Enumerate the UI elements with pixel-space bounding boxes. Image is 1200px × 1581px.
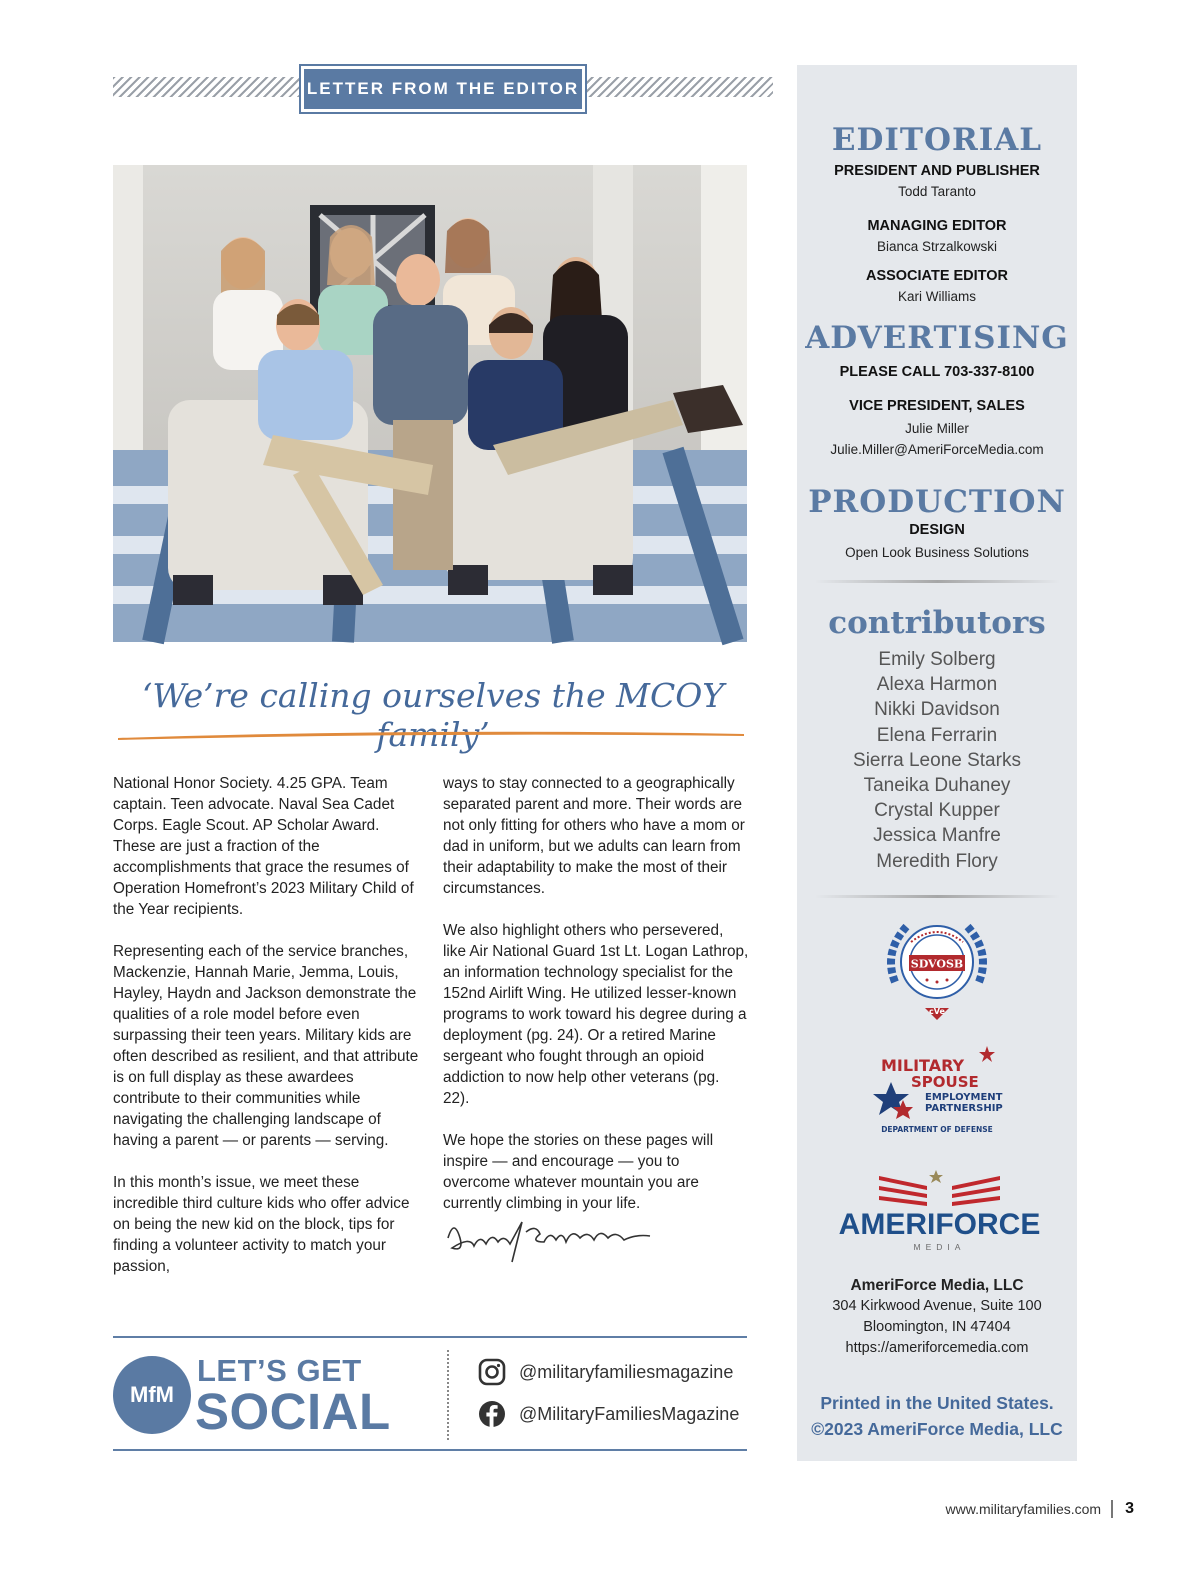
- contributor-name: Alexa Harmon: [876, 674, 998, 696]
- body-paragraph: Representing each of the service branches, Mackenzie, Hannah Marie, Jemma, Louis, Hayley, Haydn and Jackson demonstrate the qualities of a role model before even surpassing their teen years. Military kids are often described as resilient, and that attribute is on full display as these awardees contribute to their communities while navigating the challenging landscape of having a parent — or parents — serving.: [113, 943, 419, 1149]
- msep-partnership: PARTNERSHIP: [925, 1103, 1003, 1114]
- body-paragraph: In this month’s issue, we meet these incredible third culture kids who offer advice on being the new kid on the block, tips for finding a volunteer activity to match your passion,: [113, 1174, 410, 1275]
- contributors-heading: contributors: [828, 605, 1046, 641]
- advertising-heading: ADVERTISING: [805, 320, 1069, 356]
- president-role: PRESIDENT AND PUBLISHER: [834, 163, 1040, 179]
- editor-signature: [440, 1208, 670, 1268]
- body-paragraph: ways to stay connected to a geographically separated parent and more. Their words are not only fitting for others who have a mom or dad in uniform, but we adults can learn from their adaptability to make the most of their circumstances.: [443, 775, 745, 897]
- president-name: Todd Taranto: [898, 184, 976, 199]
- body-paragraph: National Honor Society. 4.25 GPA. Team captain. Teen advocate. Naval Sea Cadet Corps. Eagle Scout. AP Scholar Award. These are just a fraction of the accomplishments that grace the resumes of Operation Homefront’s 2023 Military Child of the Year recipients.: [113, 775, 414, 918]
- instagram-icon: [478, 1358, 506, 1386]
- social-heading-line1: LET’S GET: [197, 1353, 362, 1388]
- sdvosb-text: SDVOSB: [910, 957, 964, 971]
- contributors-list: [797, 647, 1077, 874]
- page-footer: [946, 1500, 1134, 1518]
- group-photo: [113, 165, 747, 642]
- ameriforce-media: MEDIA: [913, 1242, 966, 1252]
- msep-military: MILITARY: [881, 1056, 965, 1075]
- contributor-name: Emily Solberg: [878, 649, 996, 670]
- social-divider: [447, 1350, 449, 1440]
- vp-sales-role: VICE PRESIDENT, SALES: [849, 398, 1025, 414]
- editorial-heading: EDITORIAL: [831, 122, 1043, 158]
- footer-separator: [1111, 1500, 1113, 1518]
- headline-underline: [118, 730, 744, 740]
- contributor-name: Nikki Davidson: [874, 699, 1000, 721]
- body-paragraph: We also highlight others who persevered, like Air National Guard 1st Lt. Logan Lathrop, an information technology specialist for the 152nd Airlift Wing. He utilized lesser-known programs to work toward his degree during a deployment (pg. 24). Or a retired Marine sergeant who fought through an opioid addiction to now help other veterans (pg. 22).: [443, 922, 749, 1107]
- contributor-name: Jessica Manfre: [873, 825, 1001, 847]
- header-hatch-left: [113, 77, 303, 97]
- printed-notice: [797, 1390, 1077, 1442]
- company-website[interactable]: https://ameriforcemedia.com: [845, 1340, 1029, 1356]
- instagram-handle[interactable]: [478, 1358, 733, 1386]
- sdvosb-seal-logo: [877, 912, 997, 1022]
- associate-editor-role: ASSOCIATE EDITOR: [865, 268, 1009, 284]
- body-column-2: [443, 773, 749, 1235]
- vp-sales-email[interactable]: Julie.Miller@AmeriForceMedia.com: [830, 442, 1044, 457]
- contributor-name: Meredith Flory: [876, 850, 998, 872]
- footer-url[interactable]: www.militaryfamilies.com: [945, 1501, 1102, 1517]
- ameriforce-logo: [838, 1166, 1041, 1258]
- company-address-2: Bloomington, IN 47404: [863, 1319, 1011, 1335]
- body-column-1: [113, 773, 419, 1298]
- page-number: 3: [1125, 1500, 1134, 1517]
- body-paragraph: We hope the stories on these pages will inspire — and encourage — you to overcome whatever mountain you are currently climbing in your life.: [443, 1132, 714, 1212]
- design-role: DESIGN: [909, 522, 965, 538]
- contributor-name: Elena Ferrarin: [876, 724, 998, 746]
- facebook-handle-text: @MilitaryFamiliesMagazine: [519, 1403, 740, 1424]
- mfm-logo: MfM: [113, 1356, 191, 1434]
- vp-sales-name: Julie Miller: [905, 421, 969, 436]
- msep-employment: EMPLOYMENT: [925, 1092, 1003, 1103]
- social-rule-top: [113, 1336, 747, 1338]
- company-name: AmeriForce Media, LLC: [850, 1277, 1024, 1294]
- msep-logo: [867, 1038, 1012, 1138]
- contributor-name: Crystal Kupper: [874, 800, 1000, 822]
- associate-editor-name: Kari Williams: [897, 289, 976, 304]
- instagram-handle-text: @militaryfamiliesmagazine: [519, 1361, 734, 1382]
- section-label: LETTER FROM THE EDITOR: [301, 66, 585, 112]
- social-heading-line2: SOCIAL: [195, 1383, 391, 1440]
- printed-line-1: Printed in the United States.: [820, 1393, 1054, 1413]
- facebook-icon: [478, 1400, 506, 1428]
- managing-editor-role: MANAGING EDITOR: [867, 218, 1007, 234]
- msep-dod: DEPARTMENT OF DEFENSE: [881, 1125, 993, 1134]
- design-name: Open Look Business Solutions: [845, 545, 1029, 560]
- contributor-name: Sierra Leone Starks: [853, 749, 1021, 771]
- headline: ‘We’re calling ourselves the MCOY family’: [141, 676, 725, 754]
- advertising-phone: PLEASE CALL 703-337-8100: [839, 364, 1035, 380]
- ameriforce-wordmark: AMERIFORCE: [838, 1208, 1041, 1241]
- sdvosb-cve: cVe: [929, 1007, 945, 1016]
- contributor-name: Taneika Duhaney: [863, 775, 1011, 797]
- printed-line-2: ©2023 AmeriForce Media, LLC: [811, 1419, 1063, 1439]
- facebook-handle[interactable]: [478, 1400, 739, 1428]
- header-hatch-right: [583, 77, 773, 97]
- msep-spouse: SPOUSE: [911, 1073, 979, 1091]
- company-block: [797, 1275, 1077, 1359]
- production-heading: PRODUCTION: [808, 484, 1066, 520]
- sidebar-divider: [815, 580, 1060, 583]
- company-address-1: 304 Kirkwood Avenue, Suite 100: [832, 1298, 1042, 1314]
- managing-editor-name: Bianca Strzalkowski: [876, 239, 998, 254]
- social-rule-bottom: [113, 1449, 747, 1451]
- sidebar-divider: [815, 895, 1060, 898]
